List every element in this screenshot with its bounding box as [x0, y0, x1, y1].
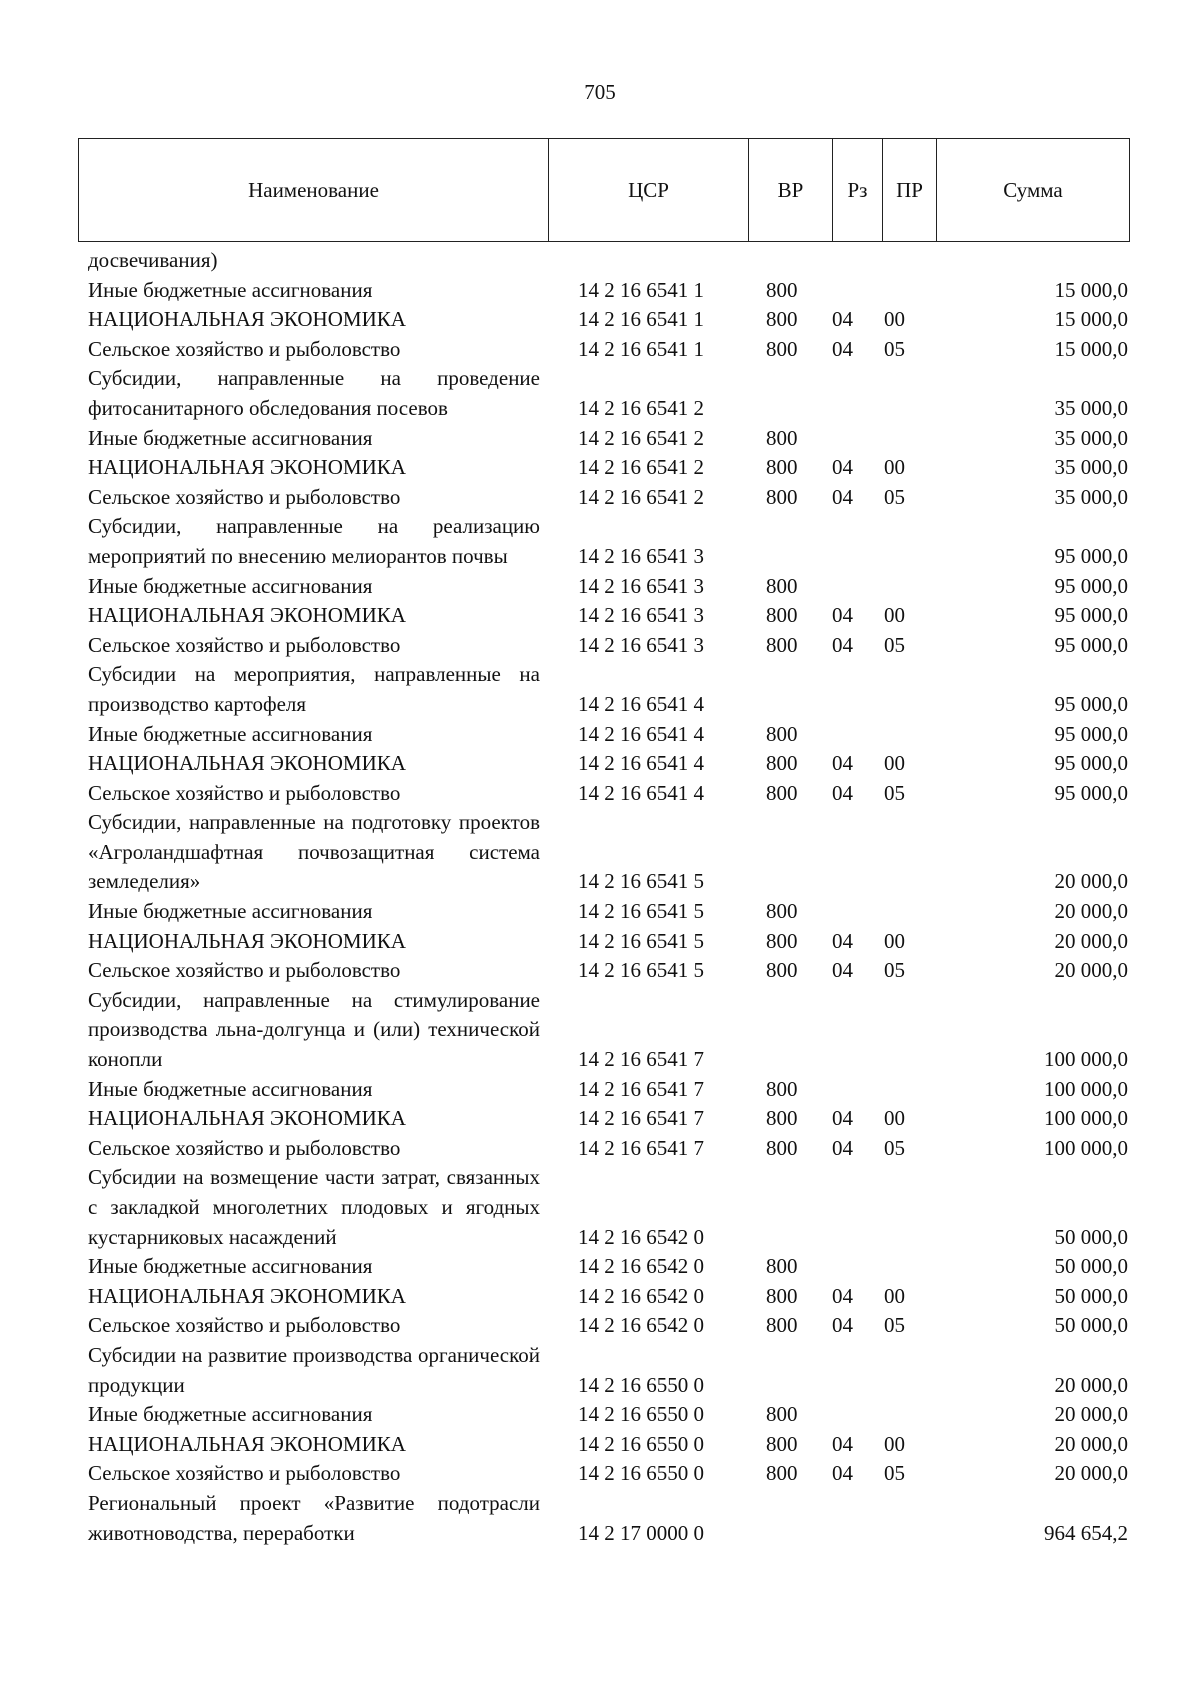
row-csr: 14 2 16 6541 7 [578, 1135, 704, 1160]
row-pr: 05 [884, 632, 905, 657]
row-csr: 14 2 16 6550 0 [578, 1372, 704, 1397]
row-vr: 800 [766, 425, 798, 450]
row-csr: 14 2 16 6541 5 [578, 928, 704, 953]
row-rz: 04 [832, 751, 853, 776]
row-name: Иные бюджетные ассигнования [88, 1254, 373, 1279]
row-sum: 20 000,0 [1054, 1431, 1128, 1456]
row-sum: 95 000,0 [1054, 780, 1128, 805]
row-vr: 800 [766, 484, 798, 509]
row-pr: 00 [884, 751, 905, 776]
row-name: Иные бюджетные ассигнования [88, 899, 373, 924]
table-row [88, 276, 1128, 306]
row-csr: 14 2 16 6541 5 [578, 958, 704, 983]
row-vr: 800 [766, 1135, 798, 1160]
row-vr: 800 [766, 780, 798, 805]
table-header [78, 138, 1130, 242]
row-name: НАЦИОНАЛЬНАЯ ЭКОНОМИКА [88, 603, 406, 628]
row-csr: 14 2 16 6541 3 [578, 632, 704, 657]
row-pr: 00 [884, 455, 905, 480]
table-row [88, 335, 1128, 365]
row-name: Иные бюджетные ассигнования [88, 721, 373, 746]
row-sum: 15 000,0 [1054, 277, 1128, 302]
row-name: Иные бюджетные ассигнования [88, 573, 373, 598]
row-name: НАЦИОНАЛЬНАЯ ЭКОНОМИКА [88, 1431, 406, 1456]
row-name: НАЦИОНАЛЬНАЯ ЭКОНОМИКА [88, 1283, 406, 1308]
row-csr: 14 2 16 6541 7 [578, 1047, 704, 1072]
row-name: Иные бюджетные ассигнования [88, 277, 373, 302]
row-sum: 15 000,0 [1054, 307, 1128, 332]
row-sum: 20 000,0 [1054, 1372, 1128, 1397]
row-sum: 964 654,2 [1044, 1520, 1128, 1545]
row-csr: 14 2 16 6541 5 [578, 869, 704, 894]
row-name: НАЦИОНАЛЬНАЯ ЭКОНОМИКА [88, 751, 406, 776]
row-sum: 100 000,0 [1044, 1047, 1128, 1072]
table-row [88, 305, 1128, 335]
table-row [88, 1252, 1128, 1282]
row-name: Сельское хозяйство и рыболовство [88, 780, 401, 805]
row-pr: 05 [884, 1461, 905, 1486]
row-vr: 800 [766, 1461, 798, 1486]
row-vr: 800 [766, 603, 798, 628]
table-row [88, 453, 1128, 483]
table-row [88, 1282, 1128, 1312]
row-vr: 800 [766, 928, 798, 953]
row-name: Субсидии, направленные на реализацию мероприятий по внесению мелиорантов почвы [88, 514, 540, 568]
row-name: Субсидии на развитие производства органической продукции [88, 1342, 540, 1397]
row-name: Сельское хозяйство и рыболовство [88, 958, 401, 983]
table-row [88, 1459, 1128, 1489]
row-vr: 800 [766, 721, 798, 746]
table-row [88, 424, 1128, 454]
row-pr: 05 [884, 336, 905, 361]
row-csr: 14 2 16 6542 0 [578, 1254, 704, 1279]
row-name: Иные бюджетные ассигнования [88, 1402, 373, 1427]
row-csr: 14 2 16 6541 1 [578, 336, 704, 361]
table-row [88, 1104, 1128, 1134]
row-name: Сельское хозяйство и рыболовство [88, 632, 401, 657]
row-vr: 800 [766, 1313, 798, 1338]
row-sum: 95 000,0 [1054, 573, 1128, 598]
row-name: досвечивания) [88, 248, 218, 272]
row-rz: 04 [832, 336, 853, 361]
row-sum: 95 000,0 [1054, 721, 1128, 746]
row-name: Субсидии на мероприятия, направленные на производство картофеля [88, 662, 540, 716]
row-vr: 800 [766, 1402, 798, 1427]
row-vr: 800 [766, 573, 798, 598]
row-name: НАЦИОНАЛЬНАЯ ЭКОНОМИКА [88, 455, 406, 480]
table-row [88, 483, 1128, 513]
table-row [88, 246, 1128, 276]
table-row [88, 1430, 1128, 1460]
row-rz: 04 [832, 780, 853, 805]
header-pr: ПР [883, 139, 937, 241]
row-csr: 14 2 16 6542 0 [578, 1313, 704, 1338]
table-row [88, 1311, 1128, 1341]
header-name: Наименование [79, 139, 549, 241]
table-row [88, 1134, 1128, 1164]
row-vr: 800 [766, 336, 798, 361]
row-sum: 20 000,0 [1054, 1402, 1128, 1427]
row-sum: 100 000,0 [1044, 1076, 1128, 1101]
table-row [88, 601, 1128, 631]
table-row [88, 572, 1128, 602]
row-pr: 05 [884, 1135, 905, 1160]
row-sum: 35 000,0 [1054, 425, 1128, 450]
row-name: НАЦИОНАЛЬНАЯ ЭКОНОМИКА [88, 307, 406, 332]
table-row [88, 660, 1128, 719]
header-csr: ЦСР [549, 139, 749, 241]
row-name: Сельское хозяйство и рыболовство [88, 1313, 401, 1338]
row-rz: 04 [832, 307, 853, 332]
row-sum: 100 000,0 [1044, 1106, 1128, 1131]
row-name: Субсидии, направленные на стимулирование производства льна-долгунца и (или) технической конопли [88, 987, 540, 1072]
row-sum: 15 000,0 [1054, 336, 1128, 361]
row-rz: 04 [832, 484, 853, 509]
row-sum: 20 000,0 [1054, 869, 1128, 894]
row-name: Субсидии, направленные на подготовку проектов «Агроландшафтная почвозащитная система земледелия» [88, 810, 540, 894]
row-name: Иные бюджетные ассигнования [88, 425, 373, 450]
row-vr: 800 [766, 1106, 798, 1131]
row-csr: 14 2 16 6542 0 [578, 1224, 704, 1249]
row-csr: 14 2 16 6541 2 [578, 425, 704, 450]
row-rz: 04 [832, 958, 853, 983]
row-sum: 35 000,0 [1054, 455, 1128, 480]
row-vr: 800 [766, 1431, 798, 1456]
row-sum: 95 000,0 [1054, 751, 1128, 776]
row-sum: 95 000,0 [1054, 543, 1128, 568]
row-name: Сельское хозяйство и рыболовство [88, 484, 401, 509]
row-pr: 00 [884, 928, 905, 953]
row-rz: 04 [832, 455, 853, 480]
header-vr: ВР [749, 139, 833, 241]
row-pr: 00 [884, 603, 905, 628]
row-sum: 100 000,0 [1044, 1135, 1128, 1160]
row-vr: 800 [766, 751, 798, 776]
row-sum: 95 000,0 [1054, 603, 1128, 628]
row-vr: 800 [766, 455, 798, 480]
row-sum: 50 000,0 [1054, 1313, 1128, 1338]
table-body [88, 246, 1128, 1548]
row-pr: 00 [884, 1283, 905, 1308]
row-csr: 14 2 16 6541 1 [578, 307, 704, 332]
row-csr: 14 2 17 0000 0 [578, 1520, 704, 1545]
row-sum: 35 000,0 [1054, 395, 1128, 420]
row-name: Иные бюджетные ассигнования [88, 1076, 373, 1101]
row-name: Региональный проект «Развитие подотрасли животноводства, переработки [88, 1490, 540, 1545]
row-pr: 00 [884, 307, 905, 332]
table-row [88, 1075, 1128, 1105]
row-csr: 14 2 16 6541 5 [578, 899, 704, 924]
row-csr: 14 2 16 6541 3 [578, 543, 704, 568]
row-pr: 00 [884, 1431, 905, 1456]
table-row [88, 956, 1128, 986]
row-rz: 04 [832, 1431, 853, 1456]
row-csr: 14 2 16 6541 1 [578, 277, 704, 302]
row-name: Сельское хозяйство и рыболовство [88, 1135, 401, 1160]
table-row [88, 1163, 1128, 1252]
row-name: НАЦИОНАЛЬНАЯ ЭКОНОМИКА [88, 928, 406, 953]
row-csr: 14 2 16 6541 7 [578, 1076, 704, 1101]
row-csr: 14 2 16 6541 2 [578, 395, 704, 420]
row-vr: 800 [766, 1283, 798, 1308]
row-pr: 05 [884, 1313, 905, 1338]
row-csr: 14 2 16 6541 2 [578, 455, 704, 480]
row-name: НАЦИОНАЛЬНАЯ ЭКОНОМИКА [88, 1106, 406, 1131]
row-sum: 20 000,0 [1054, 958, 1128, 983]
row-csr: 14 2 16 6541 2 [578, 484, 704, 509]
row-sum: 50 000,0 [1054, 1283, 1128, 1308]
row-csr: 14 2 16 6550 0 [578, 1461, 704, 1486]
row-name: Субсидии, направленные на проведение фитосанитарного обследования посевов [88, 366, 540, 420]
row-sum: 50 000,0 [1054, 1254, 1128, 1279]
table-row [88, 927, 1128, 957]
table-row [88, 1400, 1128, 1430]
row-name: Сельское хозяйство и рыболовство [88, 336, 401, 361]
header-rz: Рз [833, 139, 883, 241]
row-vr: 800 [766, 307, 798, 332]
row-vr: 800 [766, 899, 798, 924]
table-row [88, 897, 1128, 927]
table-row [88, 364, 1128, 423]
table-row [88, 749, 1128, 779]
row-vr: 800 [766, 632, 798, 657]
row-csr: 14 2 16 6541 4 [578, 751, 704, 776]
row-csr: 14 2 16 6541 4 [578, 691, 704, 716]
row-pr: 05 [884, 484, 905, 509]
row-name: Сельское хозяйство и рыболовство [88, 1461, 401, 1486]
table-row [88, 631, 1128, 661]
row-rz: 04 [832, 928, 853, 953]
row-csr: 14 2 16 6541 4 [578, 780, 704, 805]
row-rz: 04 [832, 632, 853, 657]
row-name: Субсидии на возмещение части затрат, связанных с закладкой многолетних плодовых и ягодных кустарниковых насаждений [88, 1165, 540, 1249]
row-sum: 35 000,0 [1054, 484, 1128, 509]
row-sum: 20 000,0 [1054, 928, 1128, 953]
table-row [88, 512, 1128, 571]
table-row [88, 808, 1128, 897]
row-vr: 800 [766, 1254, 798, 1279]
row-pr: 05 [884, 958, 905, 983]
row-sum: 20 000,0 [1054, 1461, 1128, 1486]
table-row [88, 986, 1128, 1075]
row-sum: 95 000,0 [1054, 691, 1128, 716]
row-vr: 800 [766, 1076, 798, 1101]
row-csr: 14 2 16 6541 3 [578, 603, 704, 628]
row-pr: 05 [884, 780, 905, 805]
table-row [88, 779, 1128, 809]
row-csr: 14 2 16 6541 7 [578, 1106, 704, 1131]
row-rz: 04 [832, 1313, 853, 1338]
row-vr: 800 [766, 958, 798, 983]
row-rz: 04 [832, 1461, 853, 1486]
table-row [88, 1489, 1128, 1548]
row-csr: 14 2 16 6541 3 [578, 573, 704, 598]
row-vr: 800 [766, 277, 798, 302]
row-csr: 14 2 16 6550 0 [578, 1402, 704, 1427]
row-csr: 14 2 16 6542 0 [578, 1283, 704, 1308]
header-sum: Сумма [1003, 177, 1063, 202]
row-rz: 04 [832, 603, 853, 628]
row-sum: 50 000,0 [1054, 1224, 1128, 1249]
row-pr: 00 [884, 1106, 905, 1131]
row-csr: 14 2 16 6550 0 [578, 1431, 704, 1456]
table-row [88, 1341, 1128, 1400]
row-sum: 95 000,0 [1054, 632, 1128, 657]
table-row [88, 720, 1128, 750]
row-rz: 04 [832, 1106, 853, 1131]
row-sum: 20 000,0 [1054, 899, 1128, 924]
row-csr: 14 2 16 6541 4 [578, 721, 704, 746]
row-rz: 04 [832, 1135, 853, 1160]
row-rz: 04 [832, 1283, 853, 1308]
page-number: 705 [584, 80, 616, 104]
